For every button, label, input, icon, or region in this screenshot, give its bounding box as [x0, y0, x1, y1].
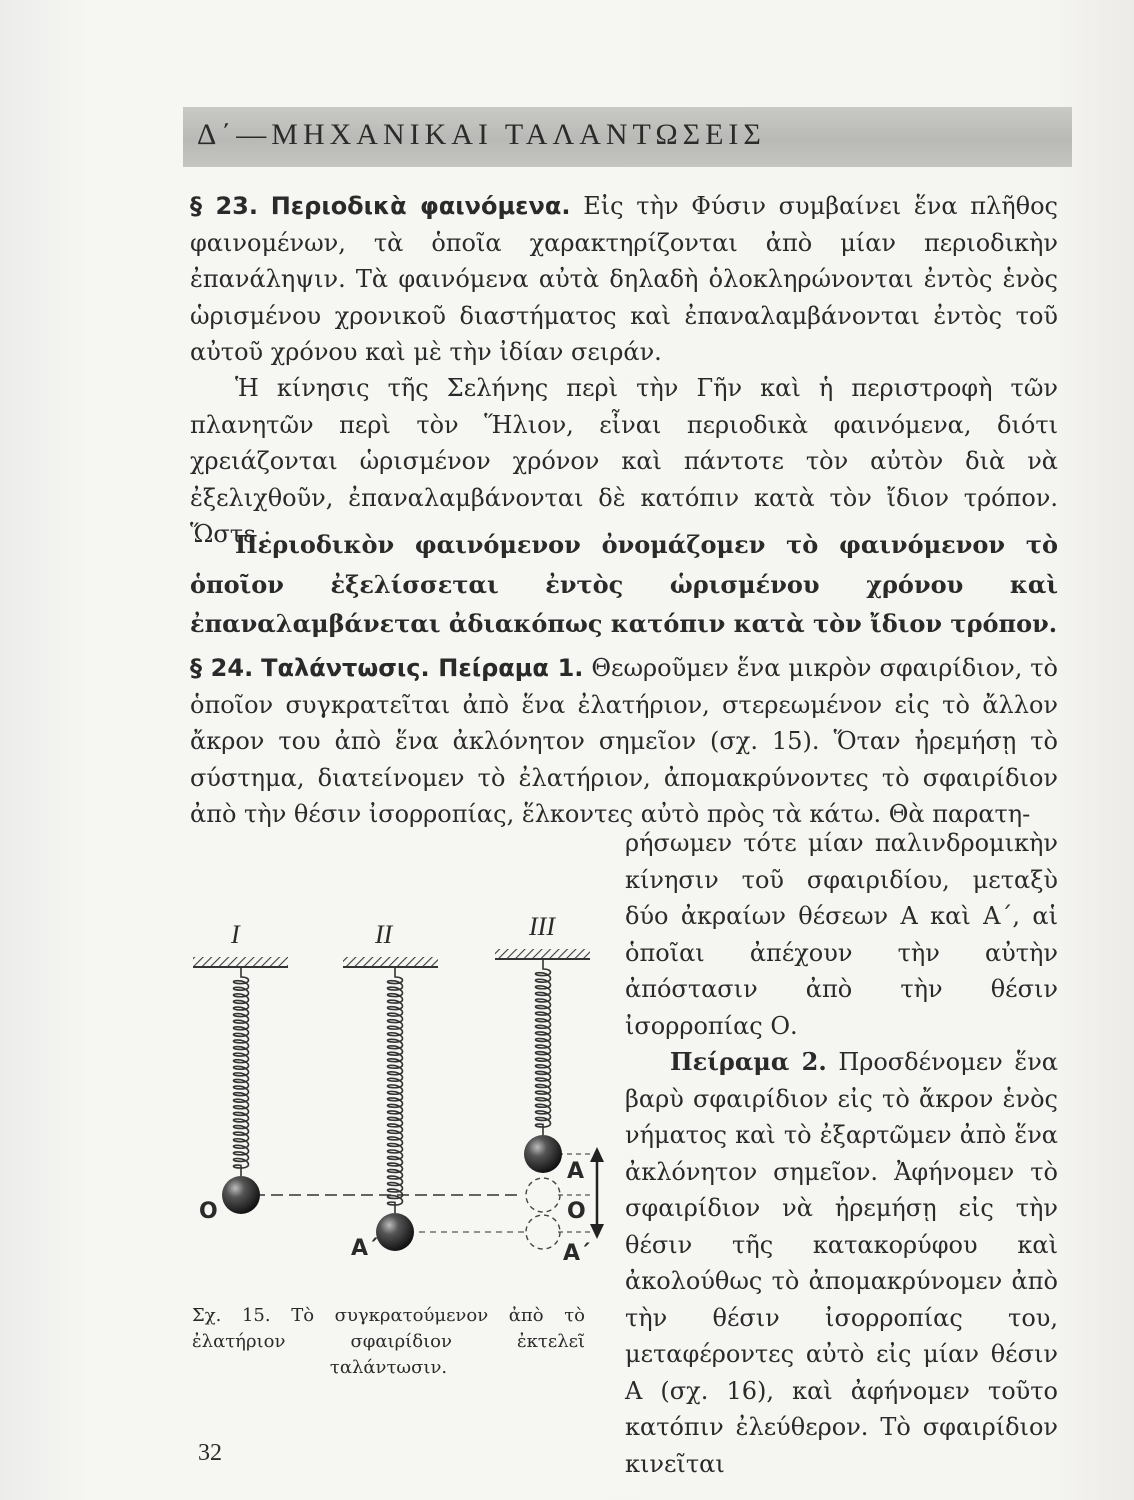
label-spring-I: I — [231, 920, 240, 949]
section-24-text-cont: ρήσωμεν τότε μίαν παλινδρομικὴν κίνησιν τοῦ σφαιριδίου, μεταξὺ δύο ἀκραίων θέσεων Α καὶ Α΄, αἱ ὁποῖαι ἀπέχουν τὴν αὐτὴν ἀπόστασιν ἀπὸ τὴν θέσιν ἰσορροπίας Ο. — [625, 829, 1058, 1040]
label-spring-II: II — [375, 920, 393, 949]
label-A-prime-left: A΄ — [351, 1236, 378, 1261]
section-24-heading: Ταλάντωσις. Πείραμα 1. — [261, 654, 584, 682]
ball-at-O — [222, 1176, 260, 1214]
section-23-paragraph — [190, 188, 1058, 371]
definition-text: Περιοδικὸν φαινόμενον ὀνομάζομεν τὸ φαινόμενον τὸ ὁποῖον ἐξελίσσεται ἐντὸς ὡρισμένου χρόνου καὶ ἐπαναλαμβάνεται ἀδιακόπως κατόπιν κατὰ τὸν ἴδιον τρόπον. — [190, 530, 1058, 638]
experiment-2-heading: Πείραμα 2. — [670, 1047, 827, 1076]
label-A: A — [567, 1159, 585, 1184]
experiment-2-text: Προσδένομεν ἕνα βαρὺ σφαιρίδιον εἰς τὸ ἄκρον ἑνὸς νήματος καὶ τὸ ἐξαρτῶμεν ἀπὸ ἕνα ἀκλόνητον σημεῖον. Ἀφήνομεν τὸ σφαιρίδιον νὰ ἠρεμήσῃ εἰς τὴν θέσιν τῆς κατακορύφου καὶ ἀκολούθως τὸ ἀπομακρύνομεν ἀπὸ τὴν θέσιν ἰσορροπίας του, μεταφέροντες αὐτὸ εἰς μίαν θέσιν Α (σχ. 16), καὶ ἀφήνομεν τοῦτο κατόπιν ἐλεύθερον. Τὸ σφαιρίδιον κινεῖται — [625, 1048, 1058, 1478]
ghost-ball-A-prime — [526, 1215, 560, 1249]
figure-caption: Σχ. 15. Τὸ συγκρατούμενον ἀπὸ τὸ ἐλατήριον σφαιρίδιον ἐκτελεῖ ταλάντωσιν. — [192, 1305, 585, 1378]
label-spring-III: III — [529, 912, 555, 941]
spring-oscillation-figure — [183, 900, 623, 1280]
ceiling-support-I — [193, 957, 288, 967]
section-24-paragraph — [190, 650, 1058, 833]
section-24-text: Θεωροῦμεν ἕνα μικρὸν σφαιρίδιον, τὸ ὁποῖον συγκρατεῖται ἀπὸ ἕνα ἐλατήριον, στερεωμένον εἰς τὸ ἄλλον ἄκρον του ἀπὸ ἕνα ἀκλόνητον σημεῖον (σχ. 15). Ὅταν ἠρεμήσῃ τὸ σύστημα, διατείνομεν τὸ ἐλατήριον, ἀπομακρύνοντες τὸ σφαιρίδιον ἀπὸ τὴν θέσιν ἰσορροπίας, ἕλκοντες αὐτὸ πρὸς τὰ κάτω. Θὰ παρατη- — [190, 654, 1058, 828]
ceiling-support-III — [495, 949, 590, 959]
label-O-right: O — [567, 1199, 586, 1224]
ball-at-A-prime — [376, 1213, 414, 1251]
section-23-text: Εἰς τὴν Φύσιν συμβαίνει ἕνα πλῆθος φαινομένων, τὰ ὁποῖα χαρακτηρίζονται ἀπὸ μίαν περιοδικὴν ἐπανάληψιν. Τὰ φαινόμενα αὐτὰ δηλαδὴ ὁλοκληρώνονται ἐντὸς ἑνὸς ὡρισμένου χρονικοῦ διαστήματος καὶ ἐπαναλαμβάνονται ἐντὸς τοῦ αὐτοῦ χρόνου καὶ μὲ τὴν ἰδίαν σειράν. — [190, 192, 1058, 366]
spring-III — [536, 959, 551, 1135]
spring-II — [388, 967, 403, 1213]
section-23-number: § 23. — [190, 192, 258, 220]
label-A-prime-right: A΄ — [563, 1241, 590, 1266]
label-O-left: O — [199, 1199, 218, 1224]
ceiling-support-II — [343, 957, 438, 967]
page-number: 32 — [198, 1440, 222, 1466]
section-24-right-column — [625, 825, 1058, 1482]
arrow-head-down — [590, 1224, 604, 1239]
ball-at-A — [524, 1135, 562, 1173]
arrow-head-up — [590, 1147, 604, 1162]
section-23-text-2: Ἡ κίνησις τῆς Σελήνης περὶ τὴν Γῆν καὶ ἡ περιστροφὴ τῶν πλανητῶν περὶ τὸν Ἥλιον, εἶναι περιοδικὰ φαινόμενα, διότι χρειάζονται ὡρισμένον χρόνον καὶ πάντοτε τὸν αὐτὸν διὰ νὰ ἐξελιχθοῦν, ἐπαναλαμβάνονται δὲ κατόπιν κατὰ τὸν ἴδιον τρόπον. Ὥστε : — [190, 374, 1058, 548]
ghost-ball-O — [526, 1178, 560, 1212]
section-24-number: § 24. — [190, 654, 254, 682]
chapter-title: Δ΄—ΜΗΧΑΝΙΚΑΙ ΤΑΛΑΝΤΩΣΕΙΣ — [197, 118, 766, 151]
section-23-heading: Περιοδικὰ φαινόμενα. — [270, 192, 571, 220]
spring-I — [234, 967, 249, 1176]
definition-paragraph — [190, 525, 1058, 644]
